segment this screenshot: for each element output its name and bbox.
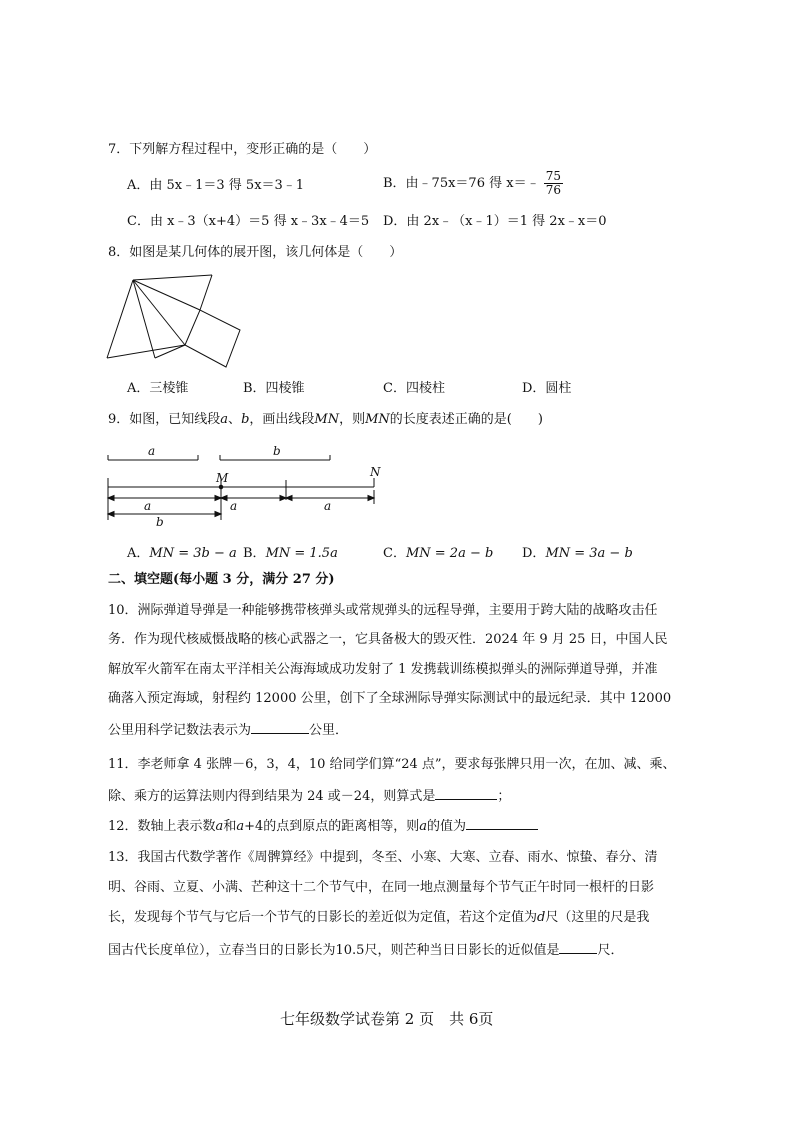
fig-label-a-dim3: a <box>324 499 332 513</box>
q8-stem: 8．如图是某几何体的展开图，该几何体是（ ） <box>108 245 403 260</box>
q13-answer-blank[interactable] <box>559 941 597 954</box>
q11-line-1: 11．李老师拿 4 张牌－6，3，4，10 给同学们算“24 点”，要求每张牌只用一次，在加、减、乘、 <box>108 757 676 772</box>
q12-var-a2: a <box>236 819 245 834</box>
q9-option-a-label: A． <box>127 546 150 561</box>
q13-line-3 <box>108 910 649 926</box>
q9-stem-part1: 9．如图，已知线段 <box>108 412 221 427</box>
q13-line-2: 明、谷雨、立夏、小满、芒种这十二个节气中，在同一地点测量每个节气正午时同一根杆的日影 <box>108 880 655 895</box>
q11-line-2 <box>108 787 510 805</box>
q9-option-a <box>127 546 237 562</box>
q8-option-a: A．三棱锥 <box>127 381 189 396</box>
net-edge <box>107 345 185 358</box>
q12-var-a3: a <box>419 819 428 834</box>
q7-option-b-text: B．由﹣75x＝76 得 x＝﹣ <box>383 176 540 191</box>
q10-answer-blank[interactable] <box>251 721 309 734</box>
q13-var-d: d <box>537 910 546 925</box>
q13-line-3-pre: 长，发现每个节气与它后一个节气的日影长的差近似为定值，若这个定值为 <box>108 910 538 925</box>
q9-sep: 、 <box>228 412 242 427</box>
q13-line-4-post: 尺． <box>597 943 624 958</box>
net-edge <box>133 280 185 345</box>
q10-line-5-pre: 公里用科学记数法表示为 <box>108 723 252 738</box>
q7-option-d: D．由 2x﹣（x﹣1）＝1 得 2x﹣x＝0 <box>383 214 607 229</box>
q8-net-figure <box>100 270 250 370</box>
q10-line-3: 解放军火箭军在南太平洋相关公海海域成功发射了 1 发携载训练模拟弹头的洲际弹道导弹，并准 <box>108 662 658 677</box>
q9-stem <box>108 412 543 428</box>
q7-b-denominator: 76 <box>545 183 561 197</box>
q13-line-3-post: 尺（这里的尺是我 <box>545 910 650 925</box>
q10-line-2: 务．作为现代核威慑战略的核心武器之一，它具备极大的毁灭性．2024 年 9 月 25 日，中国人民 <box>108 632 668 647</box>
q9-segment-figure <box>100 440 400 530</box>
q8-option-d: D．圆柱 <box>522 381 572 396</box>
q9-mn-1: MN <box>314 412 340 427</box>
net-edge <box>155 345 185 358</box>
q9-stem-part3: ，则 <box>339 412 366 427</box>
net-edge <box>133 280 155 358</box>
net-edge <box>133 275 212 280</box>
fig-label-m: M <box>216 471 229 485</box>
q8-option-b: B．四棱锥 <box>243 381 305 396</box>
page-footer: 七年级数学试卷第 2 页 共 6页 <box>280 1010 494 1028</box>
q9-mn-2: MN <box>365 412 390 427</box>
q12-plus4: +4 <box>244 819 264 834</box>
net-edge <box>133 280 200 310</box>
q12-answer-blank[interactable] <box>466 817 538 830</box>
fig-label-b: b <box>273 444 281 458</box>
net-edge <box>107 280 133 358</box>
fig-label-b-dim: b <box>156 515 164 529</box>
q9-stem-part4: 的长度表述正确的是( ) <box>389 412 543 427</box>
net-square-face <box>185 310 240 367</box>
fig-label-n: N <box>370 465 381 479</box>
fig-label-a-dim1: a <box>144 499 152 513</box>
q9-option-d-expr: MN = 3a − b <box>545 546 633 561</box>
q9-option-b-expr: MN = 1.5a <box>265 546 338 561</box>
q7-option-b <box>383 170 563 197</box>
q11-line-2-pre: 除、乘方的运算法则内得到结果为 24 或－24，则算式是 <box>108 789 436 804</box>
net-edge <box>200 275 212 310</box>
q9-var-b: b <box>241 412 250 427</box>
q12-mid1: 和 <box>223 819 237 834</box>
q12-mid2: 的点到原点的距离相等，则 <box>263 819 420 834</box>
q7-stem: 7．下列解方程过程中，变形正确的是（ ） <box>108 142 377 157</box>
q7-b-numerator: 75 <box>545 169 561 183</box>
q7-option-b-fraction <box>544 170 563 197</box>
q11-line-2-post: ； <box>497 789 511 804</box>
q9-stem-part2: ，画出线段 <box>249 412 315 427</box>
q9-option-d-label: D． <box>522 546 546 561</box>
q9-option-a-expr: MN = 3b − a <box>149 546 237 561</box>
q9-var-a: a <box>220 412 229 427</box>
fig-label-a: a <box>148 444 156 458</box>
q9-option-b <box>243 546 338 562</box>
q13-line-4-pre: 国古代长度单位），立春当日的日影长为10.5尺，则芒种当日日影长的近似值是 <box>108 943 560 958</box>
q11-answer-blank[interactable] <box>435 787 497 800</box>
q13-line-4 <box>108 941 623 959</box>
q10-line-4: 确落入预定海域，射程约 12000 公里，创下了全球洲际导弹实际测试中的最远纪录．其中 12000 <box>108 691 672 706</box>
q12-post: 的值为 <box>427 819 467 834</box>
q9-option-d <box>522 546 633 562</box>
q13-line-1: 13．我国古代数学著作《周髀算经》中提到，冬至、小寒、大寒、立春、雨水、惊蛰、春分、清 <box>108 850 658 865</box>
section-2-heading: 二、填空题(每小题 3 分，满分 27 分) <box>108 572 335 587</box>
q12-pre: 12．数轴上表示数 <box>108 819 216 834</box>
q10-line-5 <box>108 721 348 739</box>
point-m <box>219 485 223 489</box>
q9-option-c-label: C． <box>383 546 406 561</box>
q7-option-a: A．由 5x﹣1＝3 得 5x＝3﹣1 <box>127 178 305 193</box>
q9-option-c <box>383 546 493 562</box>
q9-option-b-label: B． <box>243 546 266 561</box>
q10-line-5-post: 公里． <box>309 723 349 738</box>
q7-option-c: C．由 x﹣3（x+4）＝5 得 x﹣3x﹣4＝5 <box>127 214 370 229</box>
fig-label-a-dim2: a <box>230 499 238 513</box>
q9-option-c-expr: MN = 2a − b <box>405 546 494 561</box>
q8-option-c: C．四棱柱 <box>383 381 445 396</box>
q12-line <box>108 817 538 835</box>
q10-line-1: 10．洲际弹道导弹是一种能够携带核弹头或常规弹头的远程导弹，主要用于跨大陆的战略攻击任 <box>108 603 658 618</box>
q12-var-a1: a <box>215 819 224 834</box>
